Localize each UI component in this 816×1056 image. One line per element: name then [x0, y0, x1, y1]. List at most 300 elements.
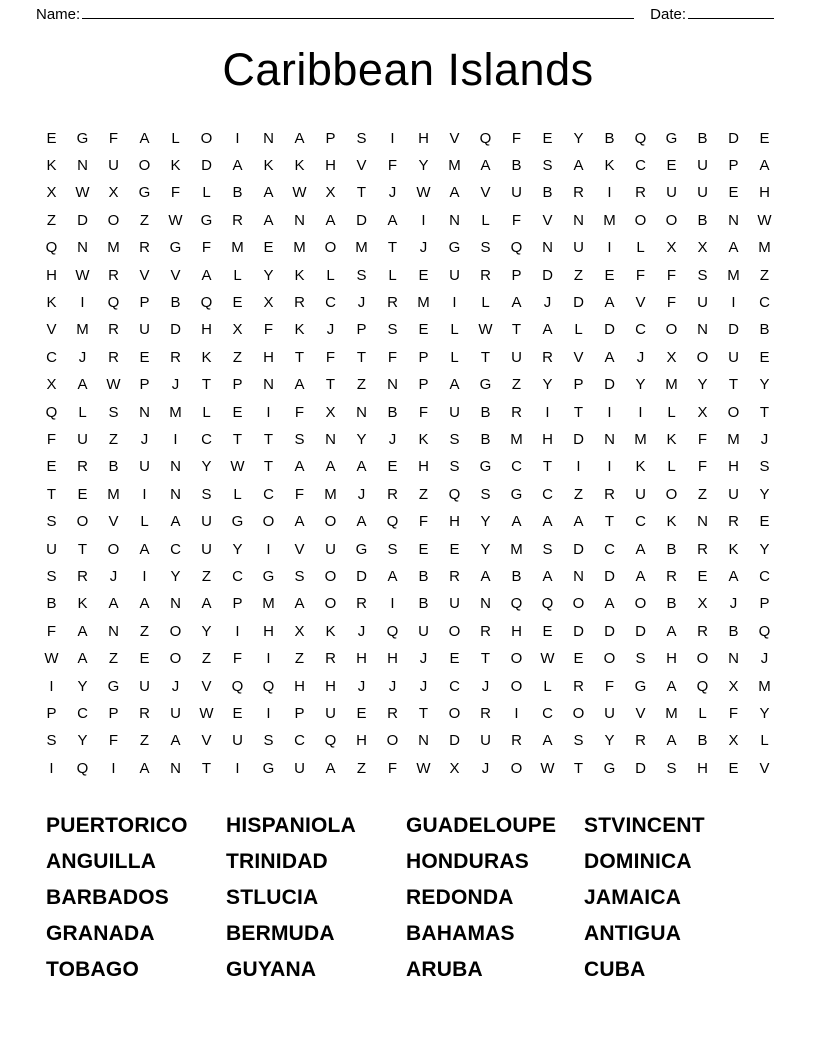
grid-cell[interactable]: A [325, 759, 336, 777]
word-list-item[interactable]: BERMUDA [226, 921, 335, 945]
grid-cell[interactable]: T [232, 430, 243, 448]
grid-cell[interactable]: N [697, 321, 708, 339]
grid-cell[interactable]: Y [759, 704, 770, 722]
grid-cell[interactable]: A [666, 732, 677, 750]
grid-cell[interactable]: G [603, 759, 616, 777]
grid-cell[interactable]: W [416, 759, 431, 777]
grid-cell[interactable]: T [77, 540, 88, 558]
grid-cell[interactable]: C [759, 567, 770, 585]
grid-cell[interactable]: U [511, 348, 522, 366]
grid-cell[interactable]: Q [510, 239, 523, 257]
grid-cell[interactable]: J [419, 677, 428, 695]
grid-cell[interactable]: F [387, 157, 398, 175]
grid-cell[interactable]: V [480, 184, 491, 202]
grid-cell[interactable]: S [480, 239, 491, 257]
grid-cell[interactable]: R [573, 184, 584, 202]
grid-cell[interactable]: P [108, 704, 119, 722]
grid-cell[interactable]: N [77, 157, 88, 175]
grid-cell[interactable]: E [356, 704, 367, 722]
grid-cell[interactable]: A [356, 458, 367, 476]
grid-cell[interactable]: W [168, 211, 183, 229]
grid-cell[interactable]: S [201, 485, 212, 503]
grid-cell[interactable]: F [697, 458, 708, 476]
grid-cell[interactable]: E [139, 348, 150, 366]
word-list-item[interactable]: STLUCIA [226, 885, 319, 909]
grid-cell[interactable]: F [418, 403, 429, 421]
grid-cell[interactable]: Q [448, 485, 461, 503]
grid-cell[interactable]: R [387, 485, 398, 503]
grid-cell[interactable]: Z [356, 759, 367, 777]
grid-cell[interactable]: F [604, 677, 615, 695]
grid-cell[interactable]: I [390, 129, 395, 147]
grid-cell[interactable]: U [449, 595, 460, 613]
grid-cell[interactable]: U [697, 294, 708, 312]
grid-cell[interactable]: E [232, 294, 243, 312]
grid-cell[interactable]: W [540, 650, 555, 668]
grid-cell[interactable]: A [77, 376, 88, 394]
grid-cell[interactable]: O [665, 485, 678, 503]
grid-cell[interactable]: N [263, 129, 274, 147]
grid-cell[interactable]: I [235, 622, 240, 640]
grid-cell[interactable]: R [325, 650, 336, 668]
grid-cell[interactable]: U [604, 704, 615, 722]
grid-cell[interactable]: F [697, 430, 708, 448]
grid-cell[interactable]: F [108, 732, 119, 750]
grid-cell[interactable]: X [728, 677, 739, 695]
grid-cell[interactable]: F [418, 513, 429, 531]
grid-cell[interactable]: Z [759, 266, 770, 284]
grid-cell[interactable]: V [356, 157, 367, 175]
grid-cell[interactable]: Q [107, 294, 120, 312]
grid-cell[interactable]: K [635, 458, 646, 476]
grid-cell[interactable]: H [356, 732, 367, 750]
grid-cell[interactable]: J [481, 677, 490, 695]
grid-cell[interactable]: W [416, 184, 431, 202]
grid-cell[interactable]: D [635, 622, 646, 640]
grid-cell[interactable]: S [356, 266, 367, 284]
grid-cell[interactable]: K [170, 157, 181, 175]
word-list-item[interactable]: GUADELOUPE [406, 813, 557, 837]
grid-cell[interactable]: Z [232, 348, 243, 366]
grid-cell[interactable]: R [108, 266, 119, 284]
grid-cell[interactable]: X [263, 294, 274, 312]
grid-cell[interactable]: D [635, 759, 646, 777]
grid-cell[interactable]: M [76, 321, 89, 339]
grid-cell[interactable]: O [634, 595, 647, 613]
grid-cell[interactable]: B [511, 157, 522, 175]
grid-cell[interactable]: A [294, 376, 305, 394]
grid-cell[interactable]: U [139, 458, 150, 476]
grid-cell[interactable]: T [46, 485, 57, 503]
grid-cell[interactable]: Y [263, 266, 274, 284]
grid-cell[interactable]: O [324, 239, 337, 257]
grid-cell[interactable]: O [510, 677, 523, 695]
grid-cell[interactable]: X [46, 376, 57, 394]
grid-cell[interactable]: J [388, 184, 397, 202]
grid-cell[interactable]: G [479, 376, 492, 394]
grid-cell[interactable]: M [727, 430, 740, 448]
grid-cell[interactable]: I [235, 129, 240, 147]
grid-cell[interactable]: T [325, 376, 336, 394]
grid-cell[interactable]: U [728, 348, 739, 366]
grid-cell[interactable]: K [325, 622, 336, 640]
grid-cell[interactable]: D [170, 321, 181, 339]
grid-cell[interactable]: R [511, 732, 522, 750]
grid-cell[interactable]: Q [45, 403, 58, 421]
grid-cell[interactable]: I [266, 540, 271, 558]
grid-cell[interactable]: C [511, 458, 522, 476]
grid-cell[interactable]: Y [573, 129, 584, 147]
grid-cell[interactable]: O [665, 321, 678, 339]
grid-cell[interactable]: A [604, 348, 615, 366]
grid-cell[interactable]: Y [201, 622, 212, 640]
grid-cell[interactable]: O [169, 622, 182, 640]
grid-cell[interactable]: G [479, 458, 492, 476]
grid-cell[interactable]: R [697, 540, 708, 558]
grid-cell[interactable]: E [759, 348, 770, 366]
grid-cell[interactable]: D [573, 540, 584, 558]
grid-cell[interactable]: I [607, 184, 612, 202]
grid-cell[interactable]: D [604, 567, 615, 585]
grid-cell[interactable]: V [108, 513, 119, 531]
grid-cell[interactable]: F [387, 348, 398, 366]
grid-cell[interactable]: L [636, 239, 645, 257]
grid-cell[interactable]: W [75, 184, 90, 202]
grid-cell[interactable]: A [387, 567, 398, 585]
grid-cell[interactable]: C [77, 704, 88, 722]
grid-cell[interactable]: C [232, 567, 243, 585]
grid-cell[interactable]: W [540, 759, 555, 777]
grid-cell[interactable]: K [294, 266, 305, 284]
grid-cell[interactable]: L [171, 129, 180, 147]
grid-cell[interactable]: S [263, 732, 274, 750]
grid-cell[interactable]: O [727, 403, 740, 421]
grid-cell[interactable]: L [481, 294, 490, 312]
grid-cell[interactable]: W [292, 184, 307, 202]
grid-cell[interactable]: A [480, 567, 491, 585]
grid-cell[interactable]: G [169, 239, 182, 257]
grid-cell[interactable]: R [387, 294, 398, 312]
grid-cell[interactable]: Q [76, 759, 89, 777]
grid-cell[interactable]: I [266, 704, 271, 722]
grid-cell[interactable]: A [542, 513, 553, 531]
grid-cell[interactable]: I [49, 759, 54, 777]
grid-cell[interactable]: C [263, 485, 274, 503]
grid-cell[interactable]: T [387, 239, 398, 257]
grid-cell[interactable]: F [511, 211, 522, 229]
grid-cell[interactable]: K [418, 430, 429, 448]
grid-cell[interactable]: S [542, 157, 553, 175]
word-list-item[interactable]: HISPANIOLA [226, 813, 356, 837]
grid-cell[interactable]: H [46, 266, 57, 284]
grid-cell[interactable]: H [325, 677, 336, 695]
grid-cell[interactable]: X [697, 403, 708, 421]
grid-cell[interactable]: N [573, 567, 584, 585]
grid-cell[interactable]: O [386, 732, 399, 750]
grid-cell[interactable]: S [294, 430, 305, 448]
grid-cell[interactable]: U [573, 239, 584, 257]
grid-cell[interactable]: R [635, 732, 646, 750]
grid-cell[interactable]: S [635, 650, 646, 668]
grid-cell[interactable]: A [728, 567, 739, 585]
grid-cell[interactable]: F [294, 403, 305, 421]
grid-cell[interactable]: F [728, 704, 739, 722]
grid-cell[interactable]: F [294, 485, 305, 503]
grid-cell[interactable]: D [356, 211, 367, 229]
grid-cell[interactable]: U [635, 485, 646, 503]
grid-cell[interactable]: S [573, 732, 584, 750]
grid-cell[interactable]: N [418, 732, 429, 750]
grid-cell[interactable]: K [728, 540, 739, 558]
grid-cell[interactable]: M [758, 677, 771, 695]
grid-cell[interactable]: U [697, 157, 708, 175]
grid-cell[interactable]: X [46, 184, 57, 202]
grid-cell[interactable]: M [355, 239, 368, 257]
grid-cell[interactable]: E [728, 184, 739, 202]
grid-cell[interactable]: M [665, 704, 678, 722]
grid-cell[interactable]: G [262, 567, 275, 585]
grid-cell[interactable]: Z [108, 650, 119, 668]
grid-cell[interactable]: O [324, 595, 337, 613]
grid-cell[interactable]: I [607, 239, 612, 257]
grid-cell[interactable]: Y [356, 430, 367, 448]
grid-cell[interactable]: T [418, 704, 429, 722]
grid-cell[interactable]: E [449, 540, 460, 558]
grid-cell[interactable]: C [635, 157, 646, 175]
grid-cell[interactable]: A [294, 458, 305, 476]
grid-cell[interactable]: B [480, 430, 491, 448]
grid-cell[interactable]: E [573, 650, 584, 668]
grid-cell[interactable]: D [573, 294, 584, 312]
grid-cell[interactable]: H [294, 677, 305, 695]
grid-cell[interactable]: I [421, 211, 426, 229]
grid-cell[interactable]: N [139, 403, 150, 421]
grid-cell[interactable]: E [46, 129, 57, 147]
grid-cell[interactable]: E [449, 650, 460, 668]
grid-cell[interactable]: T [511, 321, 522, 339]
grid-cell[interactable]: V [201, 677, 212, 695]
grid-cell[interactable]: O [324, 513, 337, 531]
grid-cell[interactable]: T [573, 759, 584, 777]
grid-cell[interactable]: K [294, 321, 305, 339]
grid-cell[interactable]: P [294, 704, 305, 722]
grid-cell[interactable]: X [697, 239, 708, 257]
grid-cell[interactable]: C [604, 540, 615, 558]
grid-cell[interactable]: M [758, 239, 771, 257]
grid-cell[interactable]: A [201, 266, 212, 284]
word-list-item[interactable]: DOMINICA [584, 849, 692, 873]
grid-cell[interactable]: S [356, 129, 367, 147]
grid-cell[interactable]: Q [324, 732, 337, 750]
grid-cell[interactable]: L [481, 211, 490, 229]
grid-cell[interactable]: F [511, 129, 522, 147]
grid-cell[interactable]: W [199, 704, 214, 722]
grid-cell[interactable]: Y [170, 567, 181, 585]
grid-cell[interactable]: V [139, 266, 150, 284]
grid-cell[interactable]: I [142, 485, 147, 503]
grid-cell[interactable]: U [294, 759, 305, 777]
grid-cell[interactable]: A [325, 458, 336, 476]
grid-cell[interactable]: A [573, 157, 584, 175]
grid-cell[interactable]: A [294, 129, 305, 147]
grid-cell[interactable]: I [731, 294, 736, 312]
word-list-item[interactable]: HONDURAS [406, 849, 529, 873]
grid-cell[interactable]: J [78, 348, 87, 366]
grid-cell[interactable]: J [357, 677, 366, 695]
grid-cell[interactable]: A [325, 211, 336, 229]
grid-cell[interactable]: L [326, 266, 335, 284]
grid-cell[interactable]: T [263, 458, 274, 476]
grid-cell[interactable]: V [542, 211, 553, 229]
grid-cell[interactable]: J [481, 759, 490, 777]
grid-cell[interactable]: J [357, 294, 366, 312]
grid-cell[interactable]: I [49, 677, 54, 695]
grid-cell[interactable]: S [449, 430, 460, 448]
grid-cell[interactable]: W [230, 458, 245, 476]
grid-cell[interactable]: E [232, 403, 243, 421]
grid-cell[interactable]: A [666, 622, 677, 640]
grid-cell[interactable]: D [573, 430, 584, 448]
grid-cell[interactable]: S [759, 458, 770, 476]
grid-cell[interactable]: M [417, 294, 430, 312]
grid-cell[interactable]: U [46, 540, 57, 558]
grid-cell[interactable]: J [543, 294, 552, 312]
grid-cell[interactable]: V [635, 704, 646, 722]
grid-cell[interactable]: E [542, 622, 553, 640]
grid-cell[interactable]: P [139, 376, 150, 394]
grid-cell[interactable]: A [511, 294, 522, 312]
grid-cell[interactable]: U [697, 184, 708, 202]
grid-cell[interactable]: Q [696, 677, 709, 695]
grid-cell[interactable]: W [757, 211, 772, 229]
grid-cell[interactable]: O [448, 622, 461, 640]
grid-cell[interactable]: H [666, 650, 677, 668]
grid-cell[interactable]: N [170, 485, 181, 503]
grid-cell[interactable]: A [666, 677, 677, 695]
grid-cell[interactable]: Q [200, 294, 213, 312]
grid-cell[interactable]: B [697, 129, 708, 147]
grid-cell[interactable]: K [666, 430, 677, 448]
grid-cell[interactable]: S [387, 540, 398, 558]
grid-cell[interactable]: R [480, 704, 491, 722]
grid-cell[interactable]: Z [139, 211, 150, 229]
grid-cell[interactable]: A [232, 157, 243, 175]
grid-cell[interactable]: R [449, 567, 460, 585]
grid-cell[interactable]: E [263, 239, 274, 257]
grid-cell[interactable]: E [666, 157, 677, 175]
grid-cell[interactable]: Q [386, 622, 399, 640]
grid-cell[interactable]: P [356, 321, 367, 339]
grid-cell[interactable]: L [574, 321, 583, 339]
grid-cell[interactable]: F [635, 266, 646, 284]
grid-cell[interactable]: K [46, 294, 57, 312]
grid-cell[interactable]: A [263, 184, 274, 202]
grid-cell[interactable]: V [635, 294, 646, 312]
grid-cell[interactable]: E [46, 458, 57, 476]
grid-cell[interactable]: T [759, 403, 770, 421]
grid-cell[interactable]: N [573, 211, 584, 229]
grid-cell[interactable]: U [77, 430, 88, 448]
grid-cell[interactable]: B [46, 595, 57, 613]
grid-cell[interactable]: E [759, 513, 770, 531]
grid-cell[interactable]: R [542, 348, 553, 366]
grid-cell[interactable]: Y [480, 540, 491, 558]
grid-cell[interactable]: T [294, 348, 305, 366]
grid-cell[interactable]: L [667, 403, 676, 421]
grid-cell[interactable]: F [108, 129, 119, 147]
grid-cell[interactable]: F [46, 622, 57, 640]
grid-cell[interactable]: I [576, 458, 581, 476]
grid-cell[interactable]: A [108, 595, 119, 613]
grid-cell[interactable]: R [77, 567, 88, 585]
grid-cell[interactable]: J [357, 622, 366, 640]
grid-cell[interactable]: E [418, 321, 429, 339]
grid-cell[interactable]: G [76, 129, 89, 147]
grid-cell[interactable]: C [46, 348, 57, 366]
grid-cell[interactable]: K [263, 157, 274, 175]
grid-cell[interactable]: L [450, 348, 459, 366]
grid-cell[interactable]: J [357, 485, 366, 503]
grid-cell[interactable]: M [510, 540, 523, 558]
grid-cell[interactable]: F [232, 650, 243, 668]
grid-cell[interactable]: A [449, 184, 460, 202]
grid-cell[interactable]: Q [262, 677, 275, 695]
grid-cell[interactable]: C [635, 513, 646, 531]
grid-cell[interactable]: B [170, 294, 181, 312]
grid-cell[interactable]: S [294, 567, 305, 585]
grid-cell[interactable]: C [170, 540, 181, 558]
grid-cell[interactable]: U [666, 184, 677, 202]
grid-cell[interactable]: O [665, 211, 678, 229]
grid-cell[interactable]: K [77, 595, 88, 613]
grid-cell[interactable]: T [542, 458, 553, 476]
grid-cell[interactable]: A [77, 622, 88, 640]
grid-cell[interactable]: R [108, 321, 119, 339]
grid-cell[interactable]: Z [511, 376, 522, 394]
grid-cell[interactable]: D [573, 622, 584, 640]
grid-cell[interactable]: E [139, 650, 150, 668]
grid-cell[interactable]: T [356, 184, 367, 202]
word-list-item[interactable]: STVINCENT [584, 813, 705, 837]
grid-cell[interactable]: A [139, 540, 150, 558]
grid-cell[interactable]: A [449, 376, 460, 394]
word-list-item[interactable]: ANGUILLA [46, 849, 157, 873]
grid-cell[interactable]: N [728, 211, 739, 229]
grid-cell[interactable]: T [480, 650, 491, 668]
grid-cell[interactable]: I [111, 759, 116, 777]
word-list-item[interactable]: GRANADA [46, 921, 155, 945]
grid-cell[interactable]: N [449, 211, 460, 229]
grid-cell[interactable]: J [171, 376, 180, 394]
grid-cell[interactable]: O [324, 567, 337, 585]
grid-cell[interactable]: V [449, 129, 460, 147]
grid-cell[interactable]: U [480, 732, 491, 750]
grid-cell[interactable]: J [109, 567, 118, 585]
grid-cell[interactable]: E [418, 266, 429, 284]
grid-cell[interactable]: D [728, 129, 739, 147]
grid-cell[interactable]: E [77, 485, 88, 503]
grid-cell[interactable]: N [170, 458, 181, 476]
grid-cell[interactable]: F [666, 294, 677, 312]
grid-cell[interactable]: J [388, 430, 397, 448]
grid-cell[interactable]: A [573, 513, 584, 531]
grid-cell[interactable]: S [46, 567, 57, 585]
grid-cell[interactable]: U [139, 321, 150, 339]
grid-cell[interactable]: D [201, 157, 212, 175]
grid-cell[interactable]: C [449, 677, 460, 695]
grid-cell[interactable]: S [46, 513, 57, 531]
grid-cell[interactable]: F [325, 348, 336, 366]
